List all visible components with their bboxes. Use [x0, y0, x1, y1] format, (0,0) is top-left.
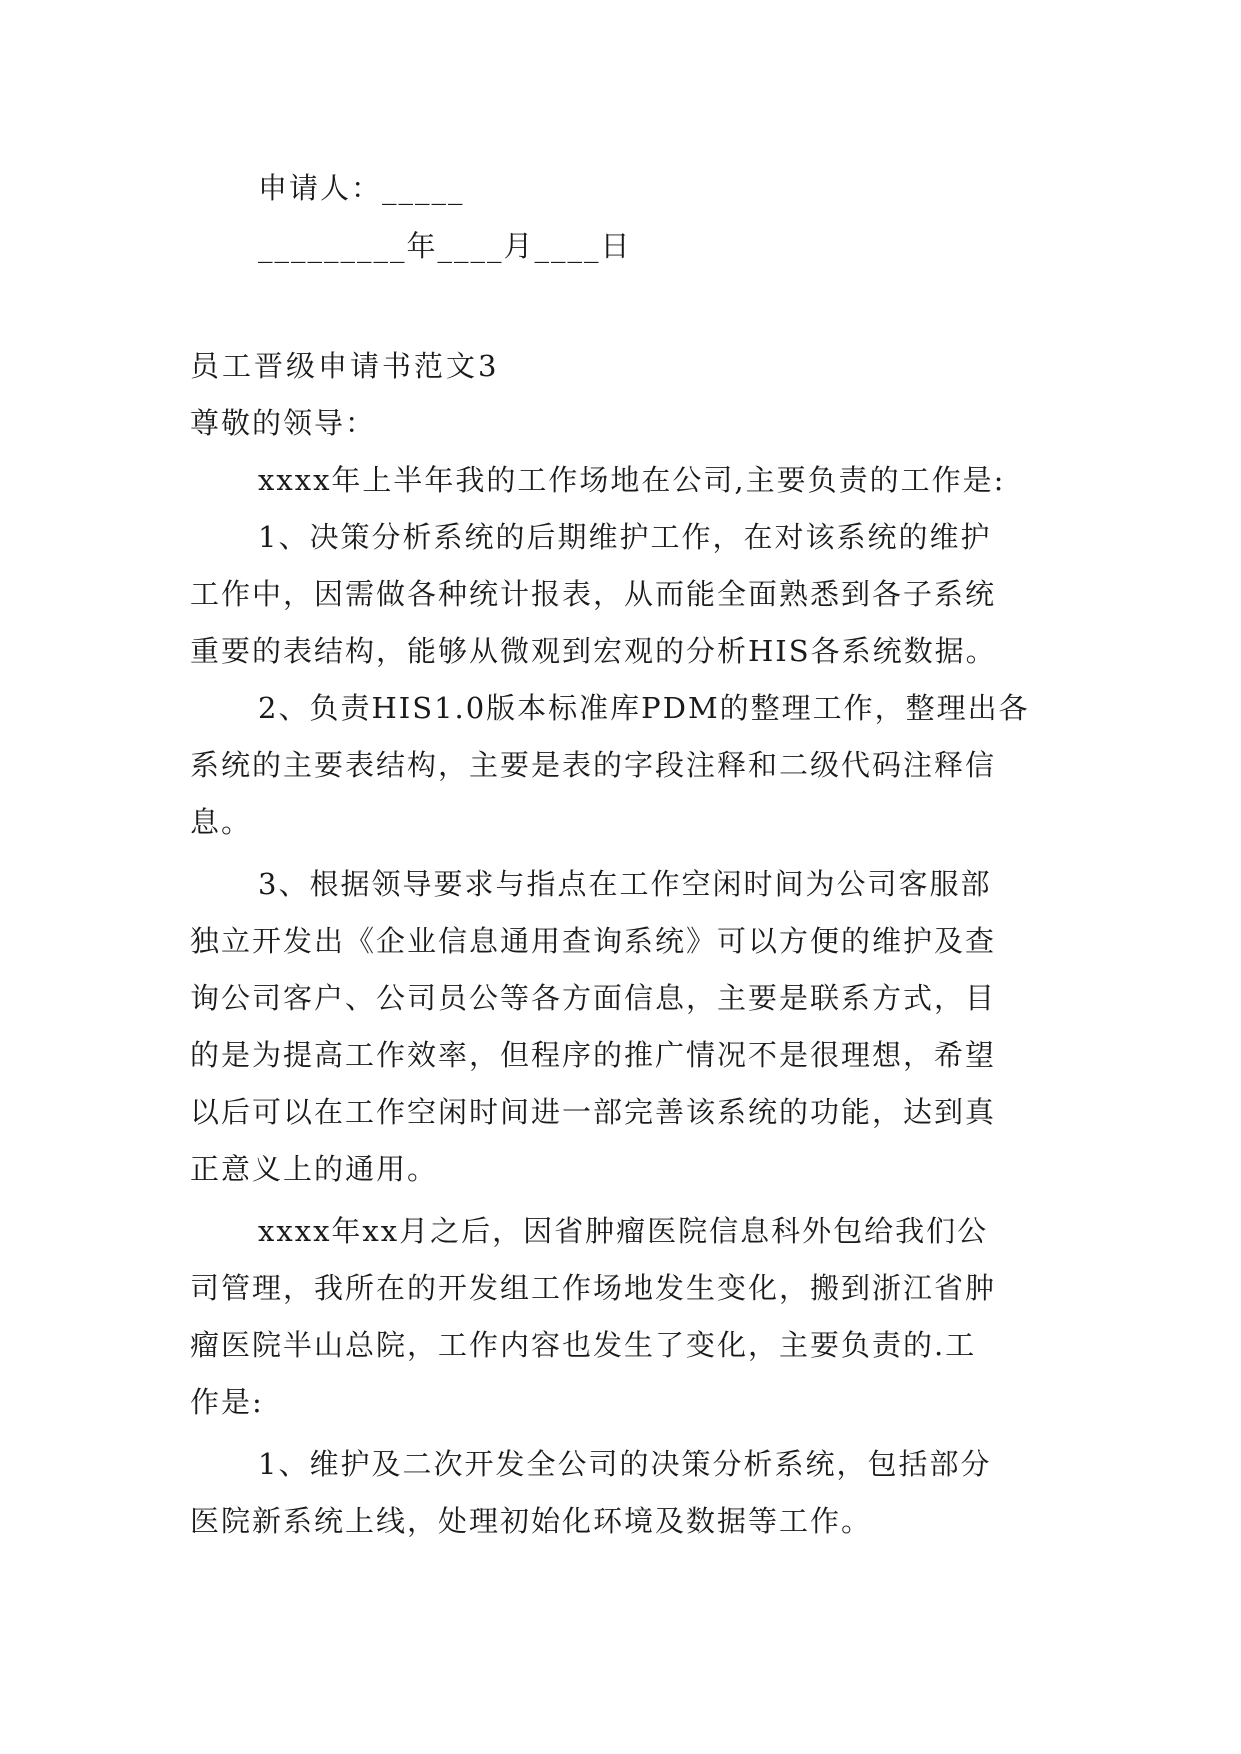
body-line: 工作中，因需做各种统计报表，从而能全面熟悉到各子系统 [190, 577, 997, 611]
section-title: 员工晋级申请书范文3 [190, 349, 500, 383]
applicant-signature-line: 申请人：_____ [258, 171, 465, 205]
body-line: 重要的表结构，能够从微观到宏观的分析HIS各系统数据。 [190, 634, 997, 668]
date-line: _________年____月____日 [258, 229, 632, 263]
body-line: 以后可以在工作空闲时间进一部完善该系统的功能，达到真 [190, 1095, 997, 1129]
body-line: xxxx年上半年我的工作场地在公司,主要负责的工作是: [258, 463, 1006, 497]
body-line: 息。 [190, 805, 253, 839]
body-line: 询公司客户、公司员公等各方面信息，主要是联系方式，目 [190, 981, 997, 1015]
body-line: 瘤医院半山总院，工作内容也发生了变化，主要负责的.工 [190, 1328, 977, 1362]
body-line: 正意义上的通用。 [190, 1152, 439, 1186]
body-line: 1、决策分析系统的后期维护工作，在对该系统的维护 [258, 520, 992, 554]
body-line: 系统的主要表结构，主要是表的字段注释和二级代码注释信 [190, 748, 997, 782]
body-line: 独立开发出《企业信息通用查询系统》可以方便的维护及查 [190, 924, 997, 958]
body-line: 1、维护及二次开发全公司的决策分析系统，包括部分 [258, 1447, 992, 1481]
body-line: 司管理，我所在的开发组工作场地发生变化，搬到浙江省肿 [190, 1271, 997, 1305]
body-line: 2、负责HIS1.0版本标准库PDM的整理工作，整理出各 [258, 691, 1030, 725]
body-line: 的是为提高工作效率，但程序的推广情况不是很理想，希望 [190, 1038, 997, 1072]
body-line: xxxx年xx月之后，因省肿瘤医院信息科外包给我们公 [258, 1214, 989, 1248]
salutation: 尊敬的领导： [190, 406, 377, 440]
body-line: 作是: [190, 1385, 264, 1419]
body-line: 3、根据领导要求与指点在工作空闲时间为公司客服部 [258, 867, 992, 901]
body-line: 医院新系统上线，处理初始化环境及数据等工作。 [190, 1504, 873, 1538]
